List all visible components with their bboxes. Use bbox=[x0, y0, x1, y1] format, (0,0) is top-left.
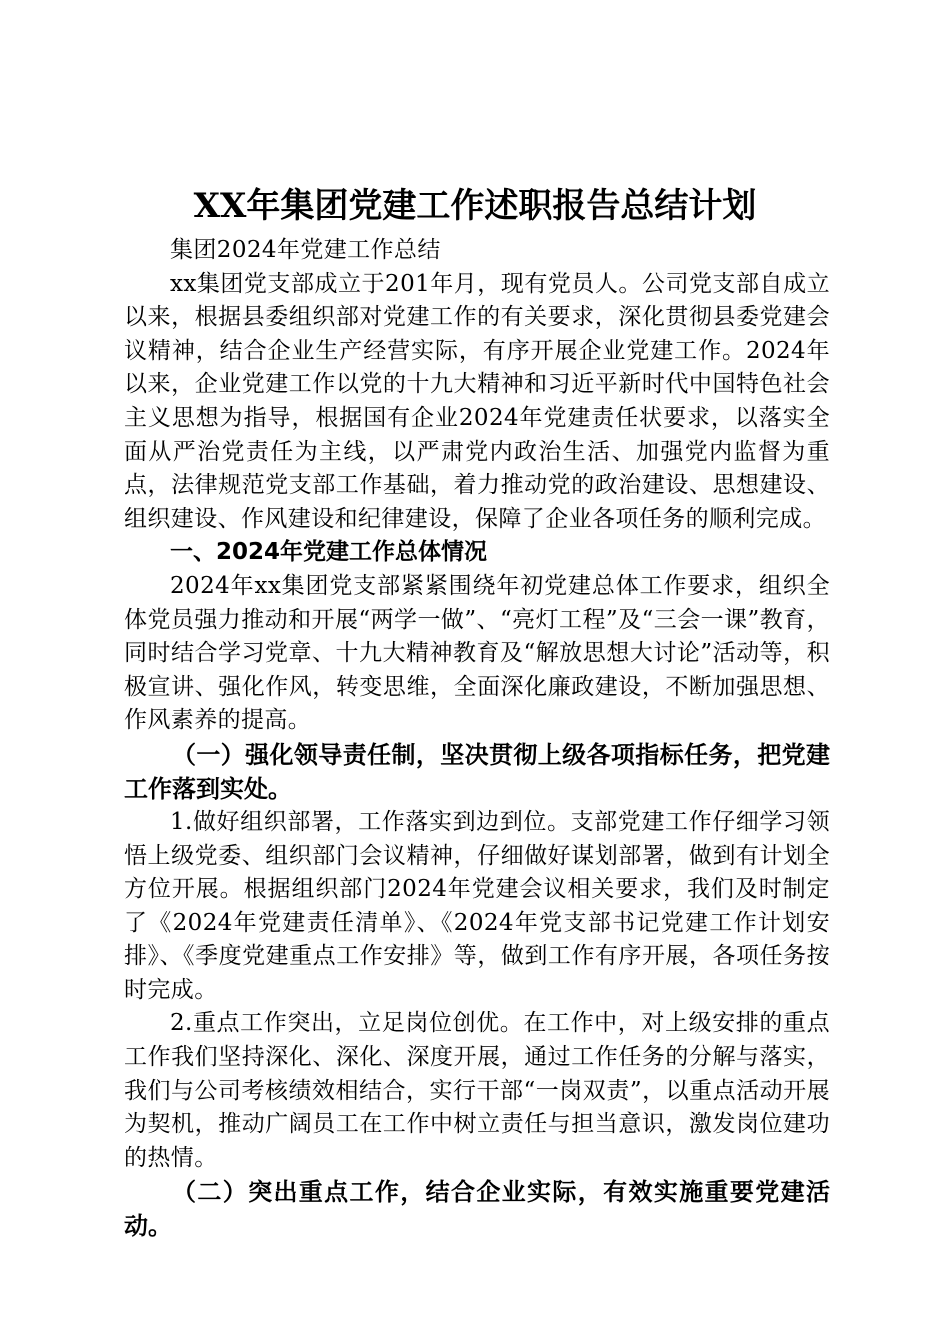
document-title: XX年集团党建工作述职报告总结计划 bbox=[193, 186, 757, 226]
subsection-heading-key-activities: （二）突出重点工作，结合企业实际，有效实施重要党建活动。 bbox=[124, 1178, 830, 1241]
section-heading-overview: 一、2024年党建工作总体情况 bbox=[170, 539, 488, 566]
section-overview-paragraph: 2024年xx集团党支部紧紧围绕年初党建总体工作要求，组织全体党员强力推动和开展“两学一做”、“亮灯工程”及“三会一课”教育，同时结合学习党章、十九大精神教育及“解放思想大讨论”活动等，积极宣讲、强化作风，转变思维，全面深化廉政建设，不断加强思想、作风素养的提高。 bbox=[124, 572, 830, 734]
document-body bbox=[124, 234, 830, 1243]
subsection-heading-leadership: （一）强化领导责任制，坚决贯彻上级各项指标任务，把党建工作落到实处。 bbox=[124, 740, 830, 803]
item-paragraph-organization: 1.做好组织部署，工作落实到边到位。支部党建工作仔细学习领悟上级党委、组织部门会议精神，仔细做好谋划部署，做到有计划全方位开展。根据组织部门2024年党建会议相关要求，我们及时制定了《2024年党建责任清单》、《2024年党支部书记党建工作计划安排》、《季度党建重点工作安排》等，做到工作有序开展，各项任务按时完成。 bbox=[124, 808, 830, 1003]
intro-paragraph: xx集团党支部成立于201年月，现有党员人。公司党支部自成立以来，根据县委组织部对党建工作的有关要求，深化贯彻县委党建会议精神，结合企业生产经营实际，有序开展企业党建工作。2024年以来，企业党建工作以党的十九大精神和习近平新时代中国特色社会主义思想为指导，根据国有企业2024年党建责任状要求，以落实全面从严治党责任为主线，以严肃党内政治生活、加强党内监督为重点，法律规范党支部工作基础，着力推动党的政治建设、思想建设、组织建设、作风建设和纪律建设，保障了企业各项任务的顺利完成。 bbox=[124, 270, 830, 532]
item-paragraph-key-work: 2.重点工作突出，立足岗位创优。在工作中，对上级安排的重点工作我们坚持深化、深化、深度开展，通过工作任务的分解与落实，我们与公司考核绩效相结合，实行干部“一岗双责”，以重点活动开展为契机，推动广阔员工在工作中树立责任与担当意识，激发岗位建功的热情。 bbox=[124, 1010, 830, 1171]
subtitle-line: 集团2024年党建工作总结 bbox=[170, 237, 441, 263]
